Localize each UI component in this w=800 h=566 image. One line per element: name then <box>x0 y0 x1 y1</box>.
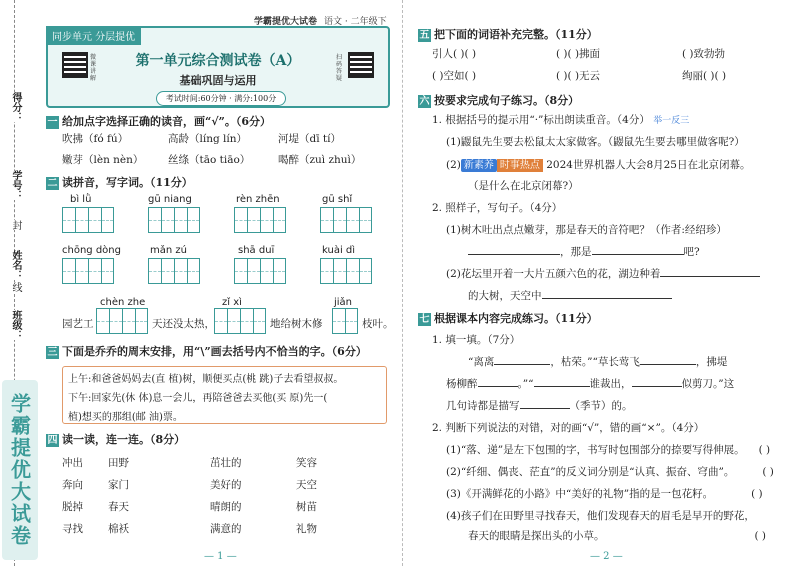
s6-q2-a2: ，那是 吧? <box>468 244 700 259</box>
s5-item: ( )空如( ) <box>432 70 477 82</box>
s2-pinyin: kuài dì <box>322 245 356 256</box>
s7-q1-a: “离离 ，枯荣。”“草长莺飞 ，拂堤 <box>468 356 728 368</box>
s1-item: 高龄（líng lín） <box>168 133 248 145</box>
writing-grid[interactable] <box>96 308 148 334</box>
s2-pinyin: chèn zhe <box>100 297 146 308</box>
match-word[interactable]: 家门 <box>108 479 129 491</box>
match-word[interactable]: 树苗 <box>296 501 317 513</box>
section-1-title: 一 给加点字选择正确的读音，画“√”。（6分） <box>47 115 272 128</box>
match-col-2 <box>108 452 129 540</box>
s1-item: 喝醉（zuì zhuì） <box>278 154 362 166</box>
s7-q2-item: (2)“纤细、偶丧、茫直”的反义词分别是“认真、振奋、穹曲”。 ( ) <box>446 466 774 478</box>
match-col-3 <box>210 452 242 540</box>
s2-pinyin: mǎn zú <box>150 245 187 256</box>
writing-grid[interactable] <box>234 207 286 233</box>
weekend-plan-box <box>62 366 387 424</box>
writing-grid[interactable] <box>320 258 372 284</box>
new-literacy-badge: 新素养 <box>461 159 497 172</box>
page-divider <box>402 0 403 566</box>
seal-mark: 封 <box>10 220 21 230</box>
s1-item: 吹拂（fó fú） <box>62 133 129 145</box>
exam-meta: 考试时间:60分钟 · 满分:100分 <box>156 91 286 106</box>
qr-right-label: 扫码答疑 <box>336 54 343 82</box>
page-number-1: — 1 — <box>204 551 237 562</box>
s7-q1-c: 几句诗都是描写 （季节）的。 <box>446 400 633 412</box>
s2-pinyin: chōng dòng <box>62 245 121 256</box>
s5-item: ( )( )无云 <box>556 70 601 82</box>
s2-pinyin: shā duī <box>238 245 275 256</box>
match-word[interactable]: 满意的 <box>210 523 242 535</box>
s6-q2-b2: 的大树，天空中 <box>468 288 672 303</box>
plan-line: 下午:回家先(休 体)息一会儿，再陪爸爸去买他(买 原)先一( <box>68 393 328 404</box>
match-word[interactable]: 冲出 <box>62 457 83 469</box>
match-word[interactable]: 脱掉 <box>62 501 83 513</box>
match-col-1 <box>62 452 83 540</box>
s7-q2-item: (4)孩子们在田野里寻找春天，他们发现春天的眉毛是早开的野花， <box>446 510 755 522</box>
writing-grid[interactable] <box>320 207 372 233</box>
plan-line: 上午:和爸爸妈妈去(直 植)树，顺便买点(桃 跳)子去看望叔叔。 <box>68 374 344 385</box>
s2-text: 地给树木修 <box>270 318 323 330</box>
s5-item: ( )致勃勃 <box>682 48 726 60</box>
match-word[interactable]: 棉袄 <box>108 523 129 535</box>
s1-item: 嫩芽（lèn nèn） <box>62 154 144 166</box>
full-score: 满分:100分 <box>234 94 277 103</box>
s6-q1-a: (1)鼹鼠先生要去松鼠太太家做客。（鼹鼠先生要去哪里做客呢?） <box>446 136 745 148</box>
section-5-title: 五 把下面的词语补充完整。（11分） <box>419 28 598 41</box>
s6-q2: 2. 照样子，写句子。（4分） <box>432 202 563 214</box>
s6-q1: 1. 根据括号的提示用“·”标出朗读重音。（4分） 举一反三 <box>432 114 690 126</box>
s7-q2-item: (1)“落、递”是左下包围的字，书写时包围部分的捺要写得伸展。 ( ) <box>446 444 771 456</box>
s1-item: 丝绦（tāo tiāo） <box>168 154 251 166</box>
brand-vertical: 学霸提优大试卷 <box>2 380 38 560</box>
match-word[interactable]: 美好的 <box>210 479 242 491</box>
s2-text: 园艺工 <box>62 318 94 330</box>
page-subtitle: 基础巩固与运用 <box>179 74 257 87</box>
writing-grid[interactable] <box>332 308 358 334</box>
match-word[interactable]: 天空 <box>296 479 317 491</box>
hint-tag: 举一反三 <box>653 116 690 126</box>
match-word[interactable]: 茁壮的 <box>210 457 242 469</box>
match-word[interactable]: 晴朗的 <box>210 501 242 513</box>
s2-pinyin: gū niang <box>148 194 192 205</box>
s6-q2-b: (2)花坛里开着一大片五颜六色的花，湖边种着 <box>446 266 760 281</box>
s5-item: 绚丽( )( ) <box>682 70 727 82</box>
s2-text: 天还没太热， <box>152 318 215 330</box>
s7-q2-item: (3)《开满鲜花的小路》中“美好的礼物”指的是一包花籽。 ( ) <box>446 488 763 500</box>
section-2-title: 二 读拼音，写字词。（11分） <box>47 176 193 189</box>
s6-q1-b: (2) 新素养 时事热点 2024世界机器人大会8月25日在北京闭幕。 <box>446 159 751 171</box>
section-3-title: 三 下面是乔乔的周末安排，用“\”画去括号内不恰当的字。（6分） <box>47 345 367 358</box>
s7-q2-item-cont: 春天的眼睛是探出头的小草。 ( ) <box>468 530 767 542</box>
s2-pinyin: zǐ xì <box>222 297 242 308</box>
time-limit: 考试时间:60分钟 <box>165 94 227 103</box>
writing-grid[interactable] <box>148 258 200 284</box>
brand-top: 学霸提优大试卷 <box>254 17 318 27</box>
match-word[interactable]: 礼物 <box>296 523 317 535</box>
match-col-4 <box>296 452 317 540</box>
unit-tag: 同步单元 分层提优 <box>46 26 141 45</box>
s2-text: 枝叶。 <box>362 318 394 330</box>
s1-item: 河堤（dī tí） <box>278 133 341 145</box>
section-6-title: 六 按要求完成句子练习。（8分） <box>419 94 580 107</box>
s5-item: 引人( )( ) <box>432 48 477 60</box>
current-events-badge: 时事热点 <box>497 159 543 172</box>
s7-q2: 2. 判断下列说法的对错，对的画“√”，错的画“×”。（4分） <box>432 422 705 434</box>
name-label: 姓名： <box>10 250 21 280</box>
s5-item: ( )( )拂面 <box>556 48 601 60</box>
subject-label: 语文 · 二年级下 <box>324 17 387 27</box>
match-word[interactable]: 奔向 <box>62 479 83 491</box>
match-word[interactable]: 寻找 <box>62 523 83 535</box>
qr-left-label: 微课讲解 <box>90 54 97 82</box>
s2-pinyin: jiǎn <box>334 297 353 308</box>
s7-q1: 1. 填一填。（7分） <box>432 334 521 346</box>
plan-line: 植)想买的那组(邮 油)票。 <box>68 412 183 423</box>
writing-grid[interactable] <box>62 207 114 233</box>
score-label: 得分： <box>10 92 21 122</box>
page-title: 第一单元综合测试卷（A） <box>135 53 301 69</box>
match-word[interactable]: 春天 <box>108 501 129 513</box>
cut-mark: 线 <box>10 282 21 292</box>
writing-grid[interactable] <box>214 308 266 334</box>
s6-q1-b2: （是什么在北京闭幕?） <box>468 180 579 192</box>
s2-pinyin: bì lǜ <box>70 194 92 205</box>
s6-q2-a: (1)树木吐出点点嫩芽，那是春天的音符吧？（作者:经绍珍） <box>446 224 727 236</box>
section-4-title: 四 读一读，连一连。（8分） <box>47 433 186 446</box>
section-7-title: 七 根据课本内容完成练习。（11分） <box>419 312 598 325</box>
writing-grid[interactable] <box>234 258 286 284</box>
class-label: 班级： <box>10 310 21 340</box>
match-word[interactable]: 笑容 <box>296 457 317 469</box>
student-id-label: 学号： <box>10 170 21 200</box>
writing-grid[interactable] <box>148 207 200 233</box>
writing-grid[interactable] <box>62 258 114 284</box>
match-word[interactable]: 田野 <box>108 457 129 469</box>
s2-pinyin: gū shǐ <box>322 194 353 205</box>
binding-strip <box>0 0 44 566</box>
s7-q1-b: 杨柳醉 。”“ 谁裁出， 似剪刀。”这 <box>446 378 735 390</box>
page-number-2: — 2 — <box>590 551 623 562</box>
s2-pinyin: rèn zhēn <box>236 194 280 205</box>
